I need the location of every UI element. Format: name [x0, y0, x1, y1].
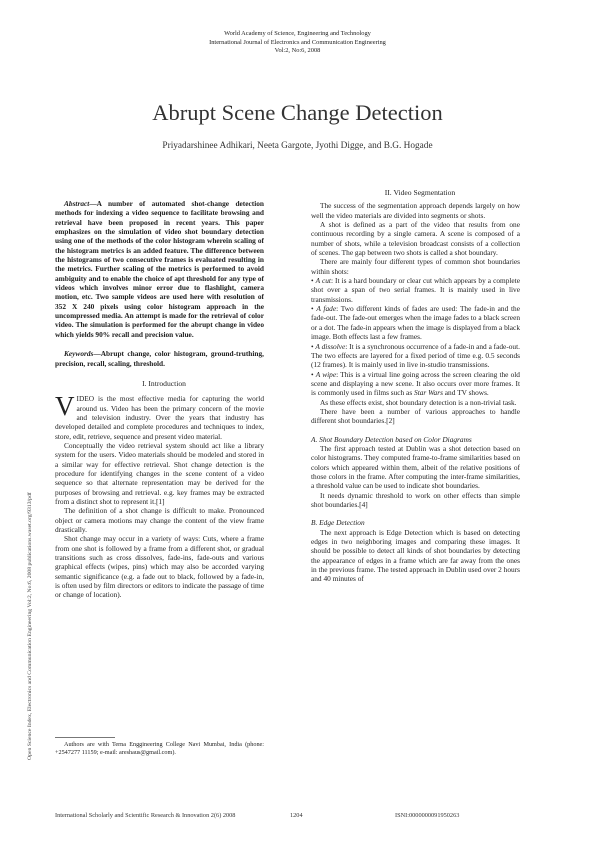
- bullet-dissolve: • A dissolve: It is a synchronous occurrence of a fade-in and a fade-out. The two effects are layered for a fixed period of time e.g. 0.5 seconds (12 frames). It is mainly used in live in-studio transmissions.: [311, 341, 520, 370]
- footer-left: International Scholarly and Scientific Research & Innovation 2(6) 2008: [55, 812, 236, 819]
- bullet-wipe: • A wipe: This is a virtual line going across the screen clearing the old scene and displaying a new scene. It also occurs over more frames. It is commonly used in films such as Star Wars and TV shows.: [311, 369, 520, 398]
- subA-paragraph-1: The first approach tested at Dublin was a shot detection based on color histograms. They computed frame-to-frame similarities based on colors which appeared within them, albeit of the relative positions of those colors in the frame. After computing the inter-frame similarities, a threshold value can be used to indicate shot boundaries.: [311, 443, 520, 491]
- right-column: [311, 188, 520, 584]
- bullet-fade: • A fade: Two different kinds of fades are used: The fade-in and the fade-out. The fade-out emerges when the image fades to a black screen or a dot. The fade-in appears when the image is displayed from a black image. Both effects last a few frames.: [311, 304, 520, 342]
- intro-paragraph-2: Conceptually the video retrieval system should act like a library system for the users. Video materials should be modeled and stored in a similar way for effective retrieval. Shot change detection is the procedure for identifying changes in the scene content of a video sequence so that alternate representation may be derived for the purposes of browsing and retrieval. e.g. key frames may be extracted from a distinct shot to represent it.[1]: [55, 440, 264, 506]
- seg-paragraph-1: The success of the segmentation approach depends largely on how well the video materials are divided into segments or shots.: [311, 201, 520, 220]
- seg-paragraph-2: A shot is defined as a part of the video that results from one continuous recording by a single camera. A scene is composed of a number of shots, while a television broadcast consists of a collection of scenes. The gap between two shots is called a shot boundary.: [311, 220, 520, 258]
- section-video-segmentation-heading: II. Video Segmentation: [384, 188, 456, 197]
- header-line-3: Vol:2, No:6, 2008: [274, 47, 321, 55]
- subsection-a-heading: A. Shot Boundary Detection based on Color Diagrams: [311, 434, 472, 444]
- sidebar-citation: Open Science Index, Electronics and Communication Engineering Vol:2, No:6, 2008 publications.waset.org/9313/pdf: [27, 492, 33, 760]
- intro-paragraph-4: Shot change may occur in a variety of ways: Cuts, where a frame from one shot is followed by a frame from a different shot, or gradual transitions such as cross dissolves, fade-ins, fade-outs and various graphical effects (wipes, pins) which may also be accorded varying semantic significance (e.g. a fade out to black, followed by a fade-in, is often used by film directors or editors to indicate the passage of time or change of location).: [55, 534, 264, 600]
- paper-title: Abrupt Scene Change Detection: [152, 100, 443, 125]
- subsection-b-heading: B. Edge Detection: [311, 518, 365, 528]
- author-footnote: Authors are with Terna Enggineering College Navi Mumbai, India (phone: +2547277 11159; e-mail: areshaus@gmail.com).: [55, 741, 264, 756]
- header-line-2: International Journal of Electronics and Communication Engineering: [209, 38, 386, 46]
- keywords: [55, 349, 264, 368]
- bullet-cut: • A cut: It is a hard boundary or clear cut which appears by a complete shot over a span of two serial frames. It is mainly used in live transmissions.: [311, 276, 520, 304]
- keywords-text: —Abrupt change, color histogram, ground-truthing, precision, recall, scaling, threshold.: [55, 349, 264, 368]
- intro-paragraph-1: VIDEO is the most effective media for capturing the world around us. Video has been the primary concern of the movie and television industry. Over the years that industry has developed detailed and complete procedures and techniques to index, store, edit, retrieve, sequence and present video material.: [55, 391, 264, 441]
- subA-paragraph-2: It needs dynamic threshold to work on other effects than simple shot boundaries.[4]: [311, 490, 520, 509]
- paper-authors: Priyadarshinee Adhikari, Neeta Gargote, Jyothi Digge, and B.G. Hogade: [162, 141, 433, 151]
- footnote-rule: [55, 737, 115, 738]
- footer-right: ISNI:0000000091950263: [395, 812, 460, 819]
- footer-page-number: 1204: [290, 812, 303, 819]
- section-introduction-heading: I. Introduction: [142, 378, 186, 388]
- subB-paragraph-1: The next approach is Edge Detection which is based on detecting edges in two neighboring images and comparing these images. It should be possible to detect all kinds of shot boundaries by detecting the appearance of edges in a frame which are far away from the ones in the previous frame. The tested approach in Dublin used over 2 hours and 40 minutes of: [311, 527, 520, 584]
- seg-paragraph-5: There have been a number of various approaches to handle different shot boundaries.[2]: [311, 406, 520, 426]
- seg-paragraph-3: There are mainly four different types of common shot boundaries within shots:: [311, 257, 520, 276]
- left-column: [55, 199, 264, 600]
- journal-header: [0, 30, 595, 56]
- keywords-label: Keywords: [64, 349, 94, 359]
- header-line-1: World Academy of Science, Engineering and Technology: [224, 30, 371, 37]
- abstract-text: —A number of automated shot-change detection methods for indexing a video sequence to facilitate browsing and retrieval have been proposed in recent years. This paper emphasizes on the simulation of video shot boundary detection using one of the methods of the color histogram wherein scaling of the histogram metrics is an added feature. The difference between the histograms of two consecutive frames is evaluated resulting in the metrics. Further scaling of the metrics is performed to avoid ambiguity and to enable the choice of apt threshold for any type of videos which involves minor error due to flashlight, camera motion, etc. Two sample videos are used here with resolution of 352 X 240 pixels using color histogram approach in the uncompressed media. An attempt is made for the retrieval of color video. The simulation is performed for the abrupt change in video which yields 90% recall and precision value.: [55, 199, 264, 339]
- abstract-label: Abstract: [64, 199, 90, 208]
- dropcap-letter: V: [55, 391, 75, 422]
- abstract: [55, 199, 264, 339]
- intro-paragraph-3: The definition of a shot change is difficult to make. Pronounced object or camera motions may change the content of the view frame drastically.: [55, 506, 264, 534]
- seg-paragraph-4: As these effects exist, shot boundary detection is a non-trivial task.: [320, 397, 517, 407]
